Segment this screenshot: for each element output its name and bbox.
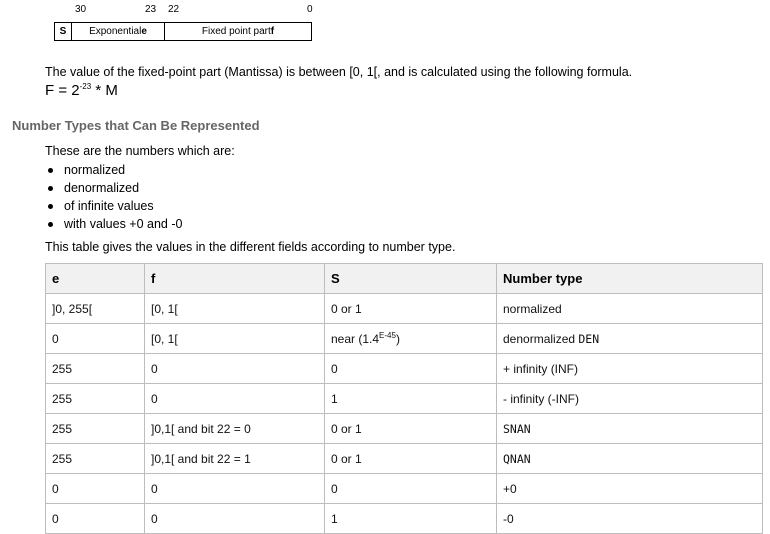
cell-f: [0, 1[ [145, 324, 325, 354]
cell-f: 0 [145, 354, 325, 384]
cell-type: +0 [497, 474, 763, 504]
table-row [46, 414, 763, 444]
cell-e: 0 [46, 324, 145, 354]
cell-f: [0, 1[ [145, 294, 325, 324]
near-close: ) [395, 332, 400, 346]
cell-type: + infinity (INF) [497, 354, 763, 384]
exponent-var: e [141, 26, 147, 37]
bit-index-30: 30 [75, 4, 87, 15]
cell-s: 0 [325, 354, 497, 384]
cell-e: 255 [46, 444, 145, 474]
cell-s: 0 or 1 [325, 444, 497, 474]
formula-exponent: -23 [79, 82, 92, 91]
table-row [46, 504, 763, 534]
header-s: S [325, 264, 497, 294]
number-type-list [46, 161, 182, 233]
section-heading: Number Types that Can Be Represented [12, 118, 260, 133]
bit-layout-diagram [54, 22, 312, 41]
table-intro: This table gives the values in the different fields according to number type. [45, 240, 456, 254]
fixed-point-label: Fixed point part [201, 26, 271, 37]
cell-s: 0 or 1 [325, 294, 497, 324]
header-number-type: Number type [497, 264, 763, 294]
fixed-point-cell [165, 23, 311, 40]
table-row [46, 384, 763, 414]
near-text: near (1.4 [331, 332, 380, 346]
table-row [46, 444, 763, 474]
cell-type: SNAN [497, 414, 763, 444]
cell-f: ]0,1[ and bit 22 = 0 [145, 414, 325, 444]
header-f: f [145, 264, 325, 294]
formula-lhs: F = 2 [45, 82, 80, 99]
table-row [46, 354, 763, 384]
cell-s [325, 324, 497, 354]
cell-e: 0 [46, 504, 145, 534]
cell-e: ]0, 255[ [46, 294, 145, 324]
cell-e: 255 [46, 354, 145, 384]
cell-s: 1 [325, 504, 497, 534]
cell-type: normalized [497, 294, 763, 324]
cell-e: 255 [46, 384, 145, 414]
cell-e: 0 [46, 474, 145, 504]
formula-rhs: * M [91, 82, 118, 99]
cell-f: 0 [145, 504, 325, 534]
near-exponent: E-45 [379, 331, 396, 340]
cell-f: ]0,1[ and bit 22 = 1 [145, 444, 325, 474]
bit-index-23: 23 [145, 4, 157, 15]
cell-s: 0 or 1 [325, 414, 497, 444]
table-row [46, 324, 763, 354]
bit-index-22: 22 [168, 4, 180, 15]
fixed-point-var: f [270, 26, 275, 37]
mantissa-description: The value of the fixed-point part (Mantissa) is between [0, 1[, and is calculated using the following formula. [45, 65, 633, 79]
table-row [46, 294, 763, 324]
bit-index-0: 0 [307, 4, 313, 15]
header-e: e [46, 264, 145, 294]
list-item: of infinite values [46, 197, 182, 215]
exponent-label: Exponential [89, 26, 142, 37]
mantissa-formula [45, 82, 118, 99]
denormalized-text: denormalized [503, 331, 579, 346]
den-code: DEN [578, 331, 600, 346]
list-item: normalized [46, 161, 182, 179]
sign-bit-cell: S [55, 23, 72, 40]
cell-s: 1 [325, 384, 497, 414]
cell-f: 0 [145, 474, 325, 504]
table-row [46, 474, 763, 504]
list-item: with values +0 and -0 [46, 215, 182, 233]
table-header-row [46, 264, 763, 294]
intro-text: These are the numbers which are: [45, 144, 235, 158]
cell-e: 255 [46, 414, 145, 444]
cell-type: - infinity (-INF) [497, 384, 763, 414]
exponent-cell [72, 23, 165, 40]
cell-f: 0 [145, 384, 325, 414]
cell-type: -0 [497, 504, 763, 534]
list-item: denormalized [46, 179, 182, 197]
cell-s: 0 [325, 474, 497, 504]
cell-type: QNAN [497, 444, 763, 474]
cell-type [497, 324, 763, 354]
number-type-table [45, 263, 763, 534]
